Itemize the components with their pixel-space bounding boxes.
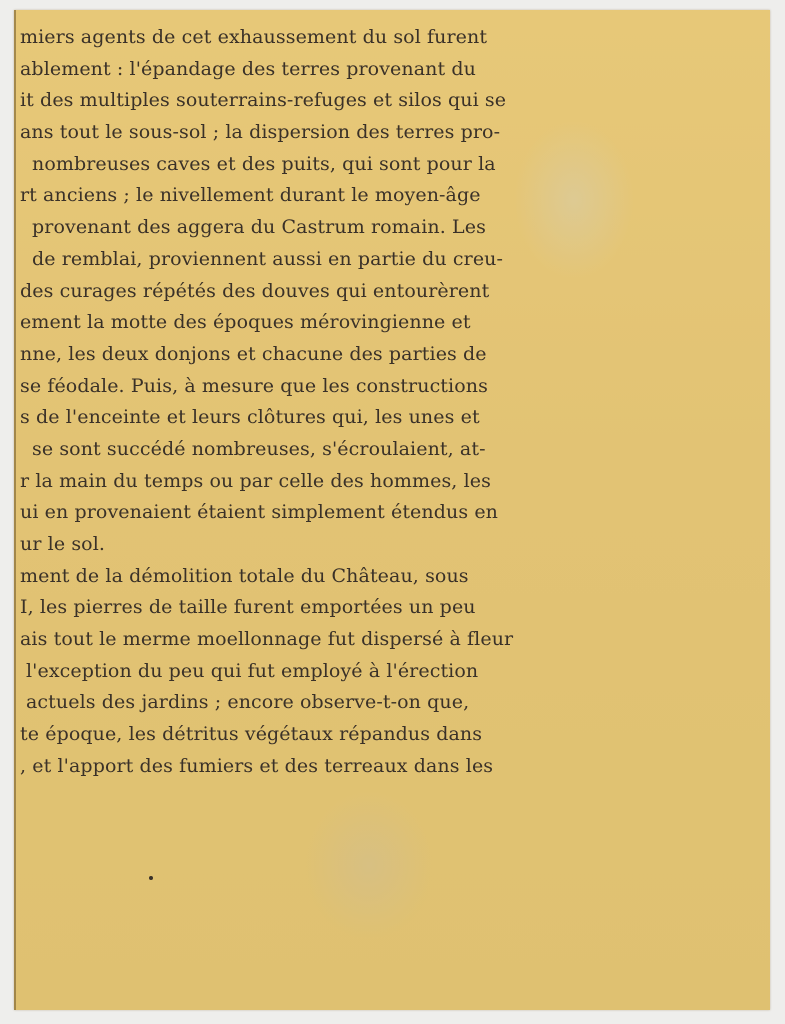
- text-line-13: s de l'enceinte et leurs clôtures qui, les unes et: [20, 406, 480, 429]
- text-line-4: ans tout le sous-sol ; la dispersion des terres pro-: [20, 121, 501, 144]
- text-line-10: ement la motte des époques mérovingienne et: [20, 311, 471, 334]
- left-cut-edge: [14, 10, 16, 1010]
- text-line-3: it des multiples souterrains-refuges et silos qui se: [20, 89, 507, 112]
- text-line-9: des curages répétés des douves qui entourèrent: [20, 279, 490, 302]
- text-line-1: miers agents de cet exhaussement du sol furent: [20, 26, 488, 48]
- text-line-12: se féodale. Puis, à mesure que les constructions: [20, 374, 488, 397]
- text-line-8: de remblai, proviennent aussi en partie du creu-: [32, 247, 504, 270]
- text-line-24: , et l'apport des fumiers et des terreaux dans les: [20, 754, 494, 777]
- text-line-5: nombreuses caves et des puits, qui sont pour la: [32, 152, 496, 175]
- paper-stain-upper: [514, 120, 634, 280]
- text-line-23: te époque, les détritus végétaux répandus dans: [20, 723, 483, 746]
- text-line-14: se sont succédé nombreuses, s'écroulaient, at-: [32, 437, 486, 460]
- text-line-6: rt anciens ; le nivellement durant le moyen-âge: [20, 184, 481, 207]
- text-line-16: ui en provenaient étaient simplement étendus en: [20, 501, 499, 524]
- text-line-2: ablement : l'épandage des terres provenant du: [20, 57, 476, 80]
- paper-stain-lower: [304, 790, 434, 940]
- text-line-18: ment de la démolition totale du Château, sous: [20, 564, 469, 587]
- text-line-15: r la main du temps ou par celle des hommes, les: [20, 469, 491, 492]
- paper-sheet: [14, 10, 770, 1010]
- text-line-19: I, les pierres de taille furent emportées un peu: [20, 596, 476, 619]
- text-line-22: actuels des jardins ; encore observe-t-on que,: [26, 691, 470, 714]
- text-line-11: nne, les deux donjons et chacune des parties de: [20, 342, 487, 365]
- ink-speck: [149, 876, 153, 880]
- text-line-17: ur le sol.: [20, 533, 106, 555]
- text-line-20: ais tout le merme moellonnage fut dispersé à fleur: [20, 628, 514, 651]
- text-line-7: provenant des aggera du Castrum romain. Les: [32, 216, 486, 239]
- text-line-21: l'exception du peu qui fut employé à l'érection: [26, 659, 479, 682]
- body-text: [20, 22, 530, 783]
